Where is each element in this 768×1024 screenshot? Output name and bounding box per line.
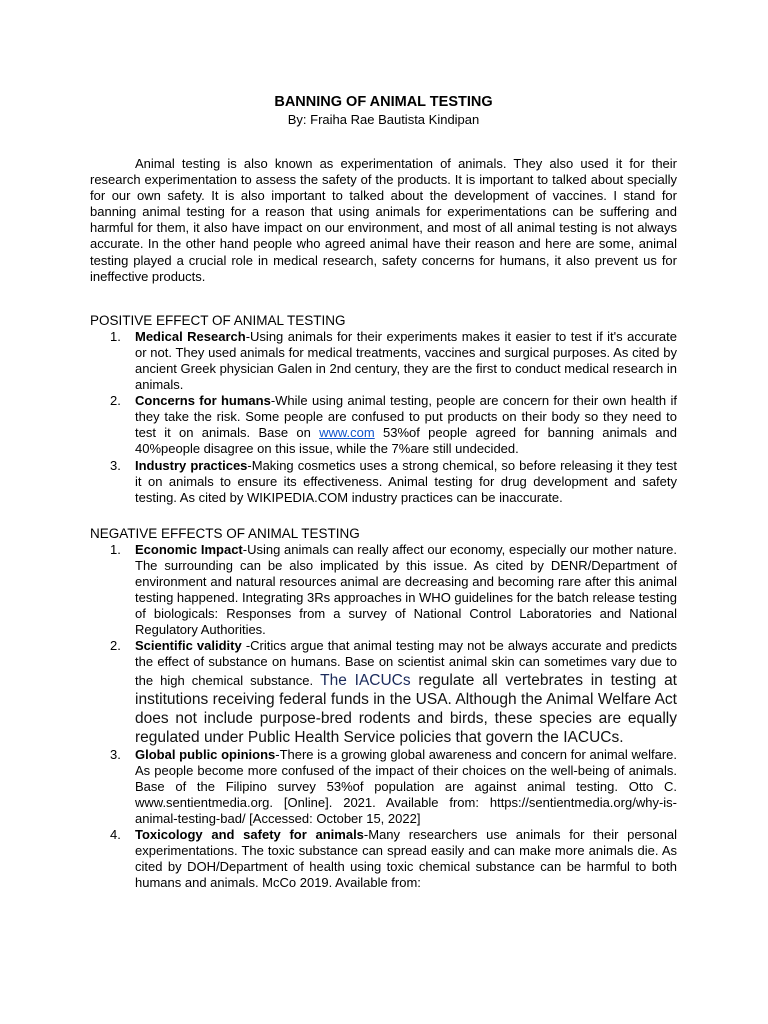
list-number: 2. [110, 638, 121, 654]
positive-list [90, 329, 677, 506]
list-number: 2. [110, 393, 121, 409]
item-term: Scientific validity [135, 638, 242, 654]
list-item [90, 638, 677, 746]
item-term: Global public opinions [135, 746, 276, 762]
list-number: 3. [110, 457, 121, 473]
item-term: Toxicology and safety for animals [135, 827, 364, 842]
item-text: -Using animals for their experiments makes it easier to test if it's accurate or not. They used animals for medical treatments, vaccines and surgical purposes. As cited by ancient Greek physician Galen in 2nd century, they are the first to conduct medical research in animals. [135, 328, 677, 393]
positive-heading: POSITIVE EFFECT OF ANIMAL TESTING [90, 312, 346, 328]
negative-heading: NEGATIVE EFFECTS OF ANIMAL TESTING [90, 525, 360, 541]
document-title: BANNING OF ANIMAL TESTING [274, 94, 493, 110]
list-number: 1. [110, 328, 121, 344]
item-text: -Critics argue that animal testing may not be always accurate and predicts the effect of substance on humans. Base on scientist animal skin can sometimes vary due to the high chemical substance. [135, 638, 678, 688]
item-text: -There is a growing global awareness and concern for animal welfare. As people become more confused of the impact of their choices on the well-being of animals. Base of the Filipino survey 53%of population are against animal testing. Otto C. www.sentientmedia.org. [Online]. 2021. Available from: https://sentientmedia.org/why-is-animal-testing-bad/ [Accessed: October 15, 2022] [135, 746, 677, 826]
list-number: 3. [110, 746, 121, 762]
www-link[interactable]: www.com [319, 425, 375, 441]
iacucs-text: regulate all vertebrates in testing at institutions receiving federal funds in the USA. Although the Animal Welfare Act does not include purpose-bred rodents and birds, these species are equally regulated under Public Health Service policies that govern the IACUCs. [135, 671, 677, 746]
negative-list [90, 542, 677, 892]
item-term: Economic Impact [135, 541, 243, 557]
document-body [90, 94, 677, 891]
item-text: -Using animals can really affect our economy, especially our mother nature. The surrounding can be also implicated by this issue. As cited by DENR/Department of environment and natural resources animal are decreasing and becoming rare after this animal testing happened. Integrating 3Rs approaches in WHO guidelines for the batch release testing of biologicals: Responses from a survey of National Control Laboratories and National Regulatory Authorities. [135, 541, 678, 638]
item-term: Industry practices [135, 457, 248, 473]
list-item [90, 458, 677, 506]
item-text: -Making cosmetics uses a strong chemical, so before releasing it they test it on animals to ensure its effectiveness. Animal testing for drug development and safety testing. As cited by WIKIPEDIA.COM industry practices can be inaccurate. [135, 457, 677, 505]
item-text: -Many researchers use animals for their personal experimentations. The toxic substance can spread easily and can make more animals die. As cited by DOH/Department of health using toxic chemical substance can be harmful to both humans and animals. McCo 2019. Available from: [135, 827, 677, 891]
list-item [90, 329, 677, 393]
list-number: 4. [110, 827, 121, 842]
item-text: -While using animal testing, people are concern for their own health if they take the risk. Some people are confused to put products on their body so they need to test it on animals. Base on [135, 393, 677, 441]
item-text: 53%of people agreed for banning animals and 40%people disagree on this issue, while the 7%are still undecided. [135, 425, 677, 457]
intro-paragraph: Animal testing is also known as experimentation of animals. They also used it for their research experimentation to assess the safety of the products. It is important to talked about specially for our own safety. It is also important to talked about the development of vaccines. I stand for banning animal testing for a reason that using animals for experimentations can be suffering and harmful for them, it also have impact on our environment, and most of all animal testing is not always accurate. In the other hand people who agreed animal have their reason and here are some, animal testing played a crucial role in medical research, safety concerns for humans, it also prevent us for ineffective products. [90, 156, 677, 284]
iacucs-term: The IACUCs [320, 671, 411, 689]
item-term: Concerns for humans [135, 393, 271, 409]
list-number: 1. [110, 541, 121, 557]
list-item [90, 827, 677, 891]
list-item [90, 747, 677, 827]
list-item [90, 542, 677, 639]
document-author: By: Fraiha Rae Bautista Kindipan [287, 112, 480, 127]
item-term: Medical Research [135, 328, 246, 344]
list-item [90, 393, 677, 457]
